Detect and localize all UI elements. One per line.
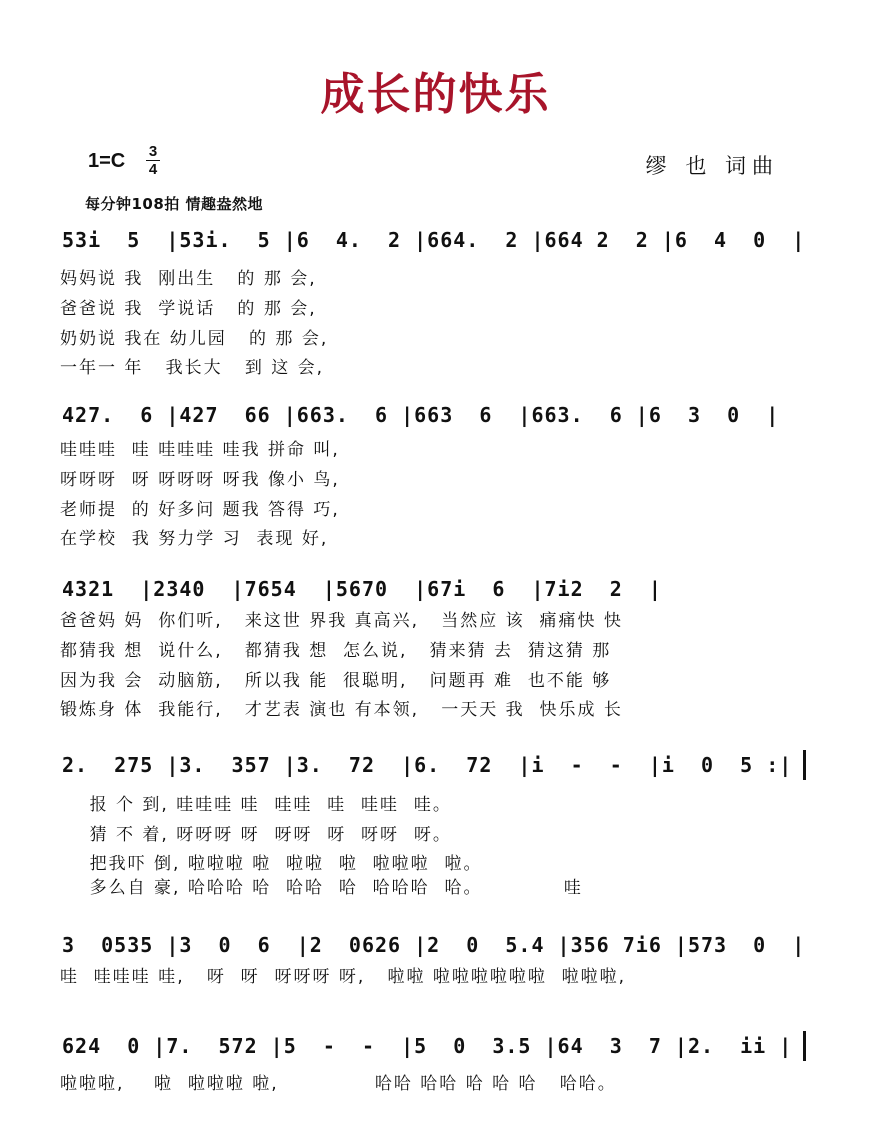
system-2-lyric-4: 在学校 我 努力学 习 表现 好, [60,529,329,549]
final-barline [803,1031,806,1061]
system-6-lyric-1: 啦啦啦, 啦 啦啦啦 啦, 哈哈 哈哈 哈 哈 哈 哈哈。 [60,1074,617,1094]
system-1-lyric-2: 爸爸说 我 学说话 的 那 会, [60,299,317,319]
system-1-notes: 53i 5 |53i. 5 |6 4. 2 |664. 2 |664 2 2 |6 4 0 | [62,228,806,252]
key-signature: 1=C [88,150,126,172]
system-3-lyric-4: 锻炼身 体 我能行, 才艺表 演也 有本领, 一天天 我 快乐成 长 [60,700,623,720]
system-3-lyric-3: 因为我 会 动脑筋, 所以我 能 很聪明, 问题再 难 也不能 够 [60,671,612,691]
time-signature [146,143,160,178]
system-4-lyric-1: 报 个 到, 哇哇哇 哇 哇哇 哇 哇哇 哇。 [60,795,452,815]
system-3-notes: 4321 |2340 |7654 |5670 |67i 6 |7i2 2 | [62,577,662,601]
composer-credit: 缪 也 词曲 [645,154,779,178]
system-2-lyric-1: 哇哇哇 哇 哇哇哇 哇我 拼命 叫, [60,440,340,460]
system-1-lyric-1: 妈妈说 我 刚出生 的 那 会, [60,269,317,289]
system-1-lyric-4: 一年一 年 我长大 到 这 会, [60,358,325,378]
system-4-lyric-2: 猜 不 着, 呀呀呀 呀 呀呀 呀 呀呀 呀。 [60,825,452,845]
system-1-lyric-3: 奶奶说 我在 幼儿园 的 那 会, [60,329,329,349]
system-6-notes: 624 0 |7. 572 |5 - - |5 0 3.5 |64 3 7 |2. ii | [62,1034,793,1058]
system-2-lyric-3: 老师提 的 好多问 题我 答得 巧, [60,500,340,520]
system-4-lyric-3: 把我吓 倒, 啦啦啦 啦 啦啦 啦 啦啦啦 啦。 [60,854,483,874]
meter-bottom: 4 [148,161,158,178]
meter-top: 3 [148,143,158,160]
system-3-lyric-2: 都猜我 想 说什么, 都猜我 想 怎么说, 猜来猜 去 猜这猜 那 [60,641,612,661]
system-3-lyric-1: 爸爸妈 妈 你们听, 来这世 界我 真高兴, 当然应 该 痛痛快 快 [60,611,623,631]
system-2-notes: 427. 6 |427 66 |663. 6 |663 6 |663. 6 |6 3 0 | [62,403,780,427]
system-5-lyric-1: 哇 哇哇哇 哇, 呀 呀 呀呀呀 呀, 啦啦 啦啦啦啦啦啦 啦啦啦, [60,967,627,987]
system-4-lyric-4: 多么自 豪, 哈哈哈 哈 哈哈 哈 哈哈哈 哈。 哇 [60,878,583,898]
system-4-notes: 2. 275 |3. 357 |3. 72 |6. 72 |i - - |i 0 5 :| [62,753,793,777]
system-2-lyric-2: 呀呀呀 呀 呀呀呀 呀我 像小 鸟, [60,470,340,490]
song-title: 成长的快乐 [320,69,551,120]
system-5-notes: 3 0535 |3 0 6 |2 0626 |2 0 5.4 |356 7i6 |573 0 | [62,933,806,957]
tempo-marking: 每分钟108拍 情趣盎然地 [85,195,264,213]
repeat-end-barline [803,750,806,780]
